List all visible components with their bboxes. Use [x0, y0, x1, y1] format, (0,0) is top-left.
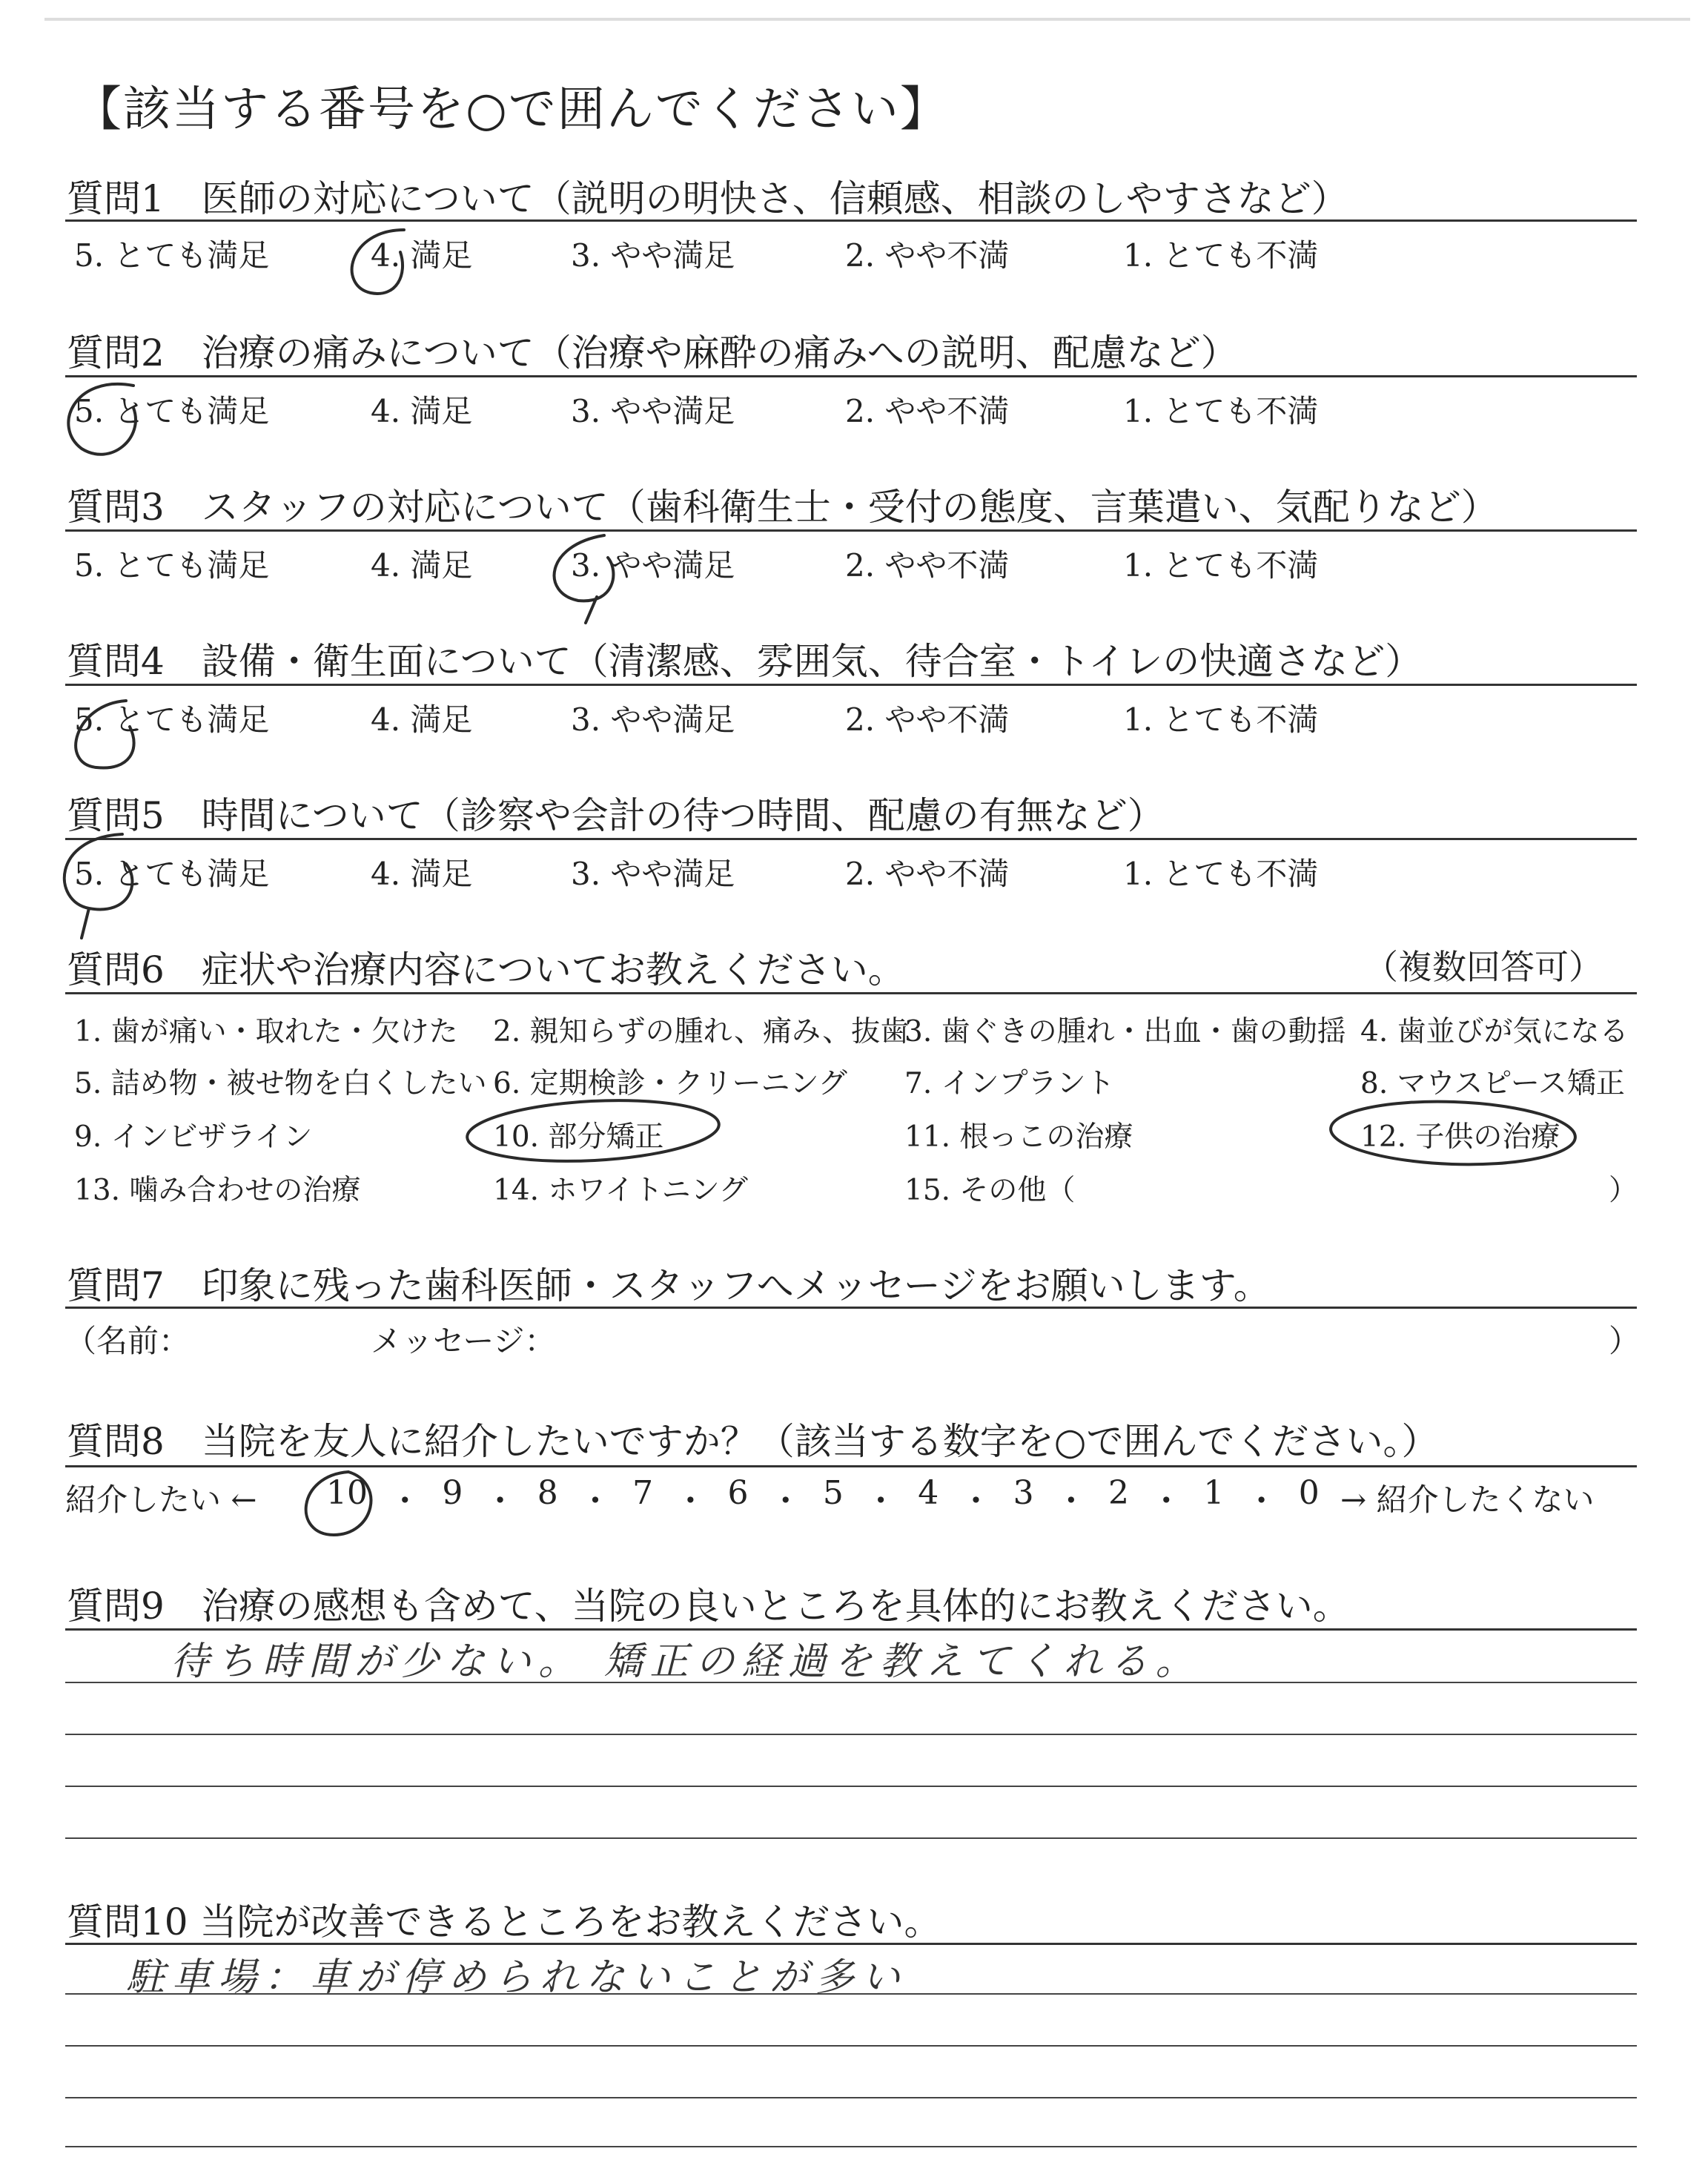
rule: [65, 1465, 1637, 1467]
q6-option-9[interactable]: 9. インビザライン: [74, 1120, 313, 1154]
q6-option-15[interactable]: 15. その他（: [904, 1174, 1076, 1207]
q6-option-1[interactable]: 1. 歯が痛い・取れた・欠けた: [74, 1015, 458, 1048]
multiple-answer-note: （複数回答可）: [1364, 947, 1603, 987]
q6-option-12[interactable]: 12. 子供の治療: [1360, 1120, 1560, 1154]
q3-option-4[interactable]: 4. 満足: [371, 547, 473, 584]
scale-value-9[interactable]: 9: [442, 1474, 463, 1512]
question-5-label: 質問5 時間について（診察や会計の待つ時間、配慮の有無など）: [67, 794, 1165, 837]
writing-line: [65, 1786, 1637, 1787]
q4-option-2[interactable]: 2. やや不満: [845, 701, 1010, 738]
q4-option-4[interactable]: 4. 満足: [371, 701, 473, 738]
q1-option-2[interactable]: 2. やや不満: [845, 237, 1010, 274]
question-10-label: 質問10 当院が改善できるところをお教えください。: [67, 1900, 941, 1943]
writing-line: [65, 2097, 1637, 2098]
scale-value-1[interactable]: 1: [1203, 1474, 1225, 1512]
scale-value-5[interactable]: 5: [822, 1474, 844, 1512]
question-9-label: 質問9 治療の感想も含めて、当院の良いところを具体的にお教えください。: [67, 1585, 1350, 1628]
writing-line: [65, 1734, 1637, 1735]
scale-separator: ・: [959, 1482, 993, 1520]
rule: [65, 1307, 1637, 1309]
q5-option-5[interactable]: 5. とても満足: [74, 856, 270, 892]
question-4-label: 質問4 設備・衛生面について（清潔感、雰囲気、待合室・トイレの快適さなど）: [67, 640, 1423, 683]
scale-separator: ・: [483, 1482, 517, 1520]
q6-option-11[interactable]: 11. 根っこの治療: [904, 1120, 1133, 1154]
q8-right-label: → 紹介したくない: [1340, 1482, 1595, 1518]
scale-value-2[interactable]: 2: [1108, 1474, 1129, 1512]
scale-separator: ・: [578, 1482, 612, 1520]
writing-line: [65, 2045, 1637, 2047]
rule: [65, 684, 1637, 686]
q2-option-1[interactable]: 1. とても不満: [1123, 393, 1319, 429]
question-8-label: 質問8 当院を友人に紹介したいですか？（該当する数字を○で囲んでください。）: [67, 1420, 1439, 1463]
rule: [65, 1943, 1637, 1945]
q4-option-5[interactable]: 5. とても満足: [74, 701, 270, 738]
rule: [65, 529, 1637, 532]
q9-handwritten-answer[interactable]: 待ち時間が少ない。 矯正の経過を教えてくれる。: [171, 1639, 1202, 1684]
question-6-label: 質問6 症状や治療内容についてお教えください。: [67, 948, 905, 991]
scale-separator: ・: [388, 1482, 422, 1520]
writing-line: [65, 1837, 1637, 1839]
q1-option-5[interactable]: 5. とても満足: [74, 237, 270, 274]
q2-option-4[interactable]: 4. 満足: [371, 393, 473, 429]
q1-option-3[interactable]: 3. やや満足: [571, 237, 735, 274]
scale-value-6[interactable]: 6: [727, 1474, 749, 1512]
scale-separator: ・: [864, 1482, 898, 1520]
q6-option-3[interactable]: 3. 歯ぐきの腫れ・出血・歯の動揺: [904, 1015, 1346, 1048]
q7-name-label: （名前：: [65, 1323, 191, 1359]
scale-value-10[interactable]: 10: [326, 1474, 368, 1512]
q6-option-5[interactable]: 5. 詰め物・被せ物を白くしたい: [74, 1067, 487, 1100]
question-3-label: 質問3 スタッフの対応について（歯科衛生士・受付の態度、言葉遣い、気配りなど）: [67, 486, 1498, 529]
question-2-label: 質問2 治療の痛みについて（治療や麻酔の痛みへの説明、配慮など）: [67, 331, 1238, 374]
q1-option-4[interactable]: 4. 満足: [371, 237, 473, 274]
q6-option-10[interactable]: 10. 部分矯正: [493, 1120, 664, 1154]
rule: [65, 375, 1637, 377]
rule: [65, 219, 1637, 222]
q7-close-paren: ）: [1609, 1323, 1641, 1359]
writing-line: [65, 1682, 1637, 1683]
scale-value-8[interactable]: 8: [537, 1474, 558, 1512]
q6-option-8[interactable]: 8. マウスピース矯正: [1360, 1067, 1625, 1100]
q6-option-4[interactable]: 4. 歯並びが気になる: [1360, 1015, 1629, 1048]
q8-left-label: 紹介したい ←: [65, 1482, 257, 1518]
q3-option-1[interactable]: 1. とても不満: [1123, 547, 1319, 584]
q5-option-1[interactable]: 1. とても不満: [1123, 856, 1319, 892]
q7-message-label: メッセージ：: [371, 1323, 556, 1359]
recommend-scale: [326, 1474, 1320, 1522]
q5-option-3[interactable]: 3. やや満足: [571, 856, 735, 892]
q5-option-2[interactable]: 2. やや不満: [845, 856, 1010, 892]
q1-option-1[interactable]: 1. とても不満: [1123, 237, 1319, 274]
question-1-label: 質問1 医師の対応について（説明の明快さ、信頼感、相談のしやすさなど）: [67, 177, 1348, 220]
scale-separator: ・: [769, 1482, 802, 1520]
q3-option-3[interactable]: 3. やや満足: [571, 547, 735, 584]
q3-option-5[interactable]: 5. とても満足: [74, 547, 270, 584]
q2-option-5[interactable]: 5. とても満足: [74, 393, 270, 429]
q6-option-7[interactable]: 7. インプラント: [904, 1067, 1115, 1100]
q4-option-1[interactable]: 1. とても不満: [1123, 701, 1319, 738]
scale-value-4[interactable]: 4: [918, 1474, 939, 1512]
q10-handwritten-answer[interactable]: 駐車場：車が停められないことが多い: [126, 1955, 908, 2000]
q5-option-4[interactable]: 4. 満足: [371, 856, 473, 892]
scale-separator: ・: [674, 1482, 707, 1520]
rule: [65, 992, 1637, 994]
scale-value-3[interactable]: 3: [1013, 1474, 1034, 1512]
form-title: 【該当する番号を○で囲んでください】: [74, 82, 949, 137]
question-7-label: 質問7 印象に残った歯科医師・スタッフへメッセージをお願いします。: [67, 1264, 1271, 1307]
scale-separator: ・: [1245, 1482, 1278, 1520]
rule: [65, 838, 1637, 840]
q2-option-3[interactable]: 3. やや満足: [571, 393, 735, 429]
q6-option-13[interactable]: 13. 噛み合わせの治療: [74, 1174, 361, 1207]
scale-separator: ・: [1054, 1482, 1088, 1520]
scale-separator: ・: [1150, 1482, 1183, 1520]
q3-option-2[interactable]: 2. やや不満: [845, 547, 1010, 584]
q6-option-14[interactable]: 14. ホワイトニング: [493, 1174, 748, 1207]
q6-option-6[interactable]: 6. 定期検診・クリーニング: [493, 1067, 847, 1100]
q2-option-2[interactable]: 2. やや不満: [845, 393, 1010, 429]
writing-line: [65, 2146, 1637, 2147]
q4-option-3[interactable]: 3. やや満足: [571, 701, 735, 738]
scan-top-edge: [44, 18, 1690, 21]
scale-value-0[interactable]: 0: [1298, 1474, 1320, 1512]
q6-option-2[interactable]: 2. 親知らずの腫れ、痛み、抜歯: [493, 1015, 910, 1048]
writing-line: [65, 1993, 1637, 1995]
q6-other-close-paren: ）: [1609, 1174, 1638, 1207]
scale-value-7[interactable]: 7: [632, 1474, 654, 1512]
